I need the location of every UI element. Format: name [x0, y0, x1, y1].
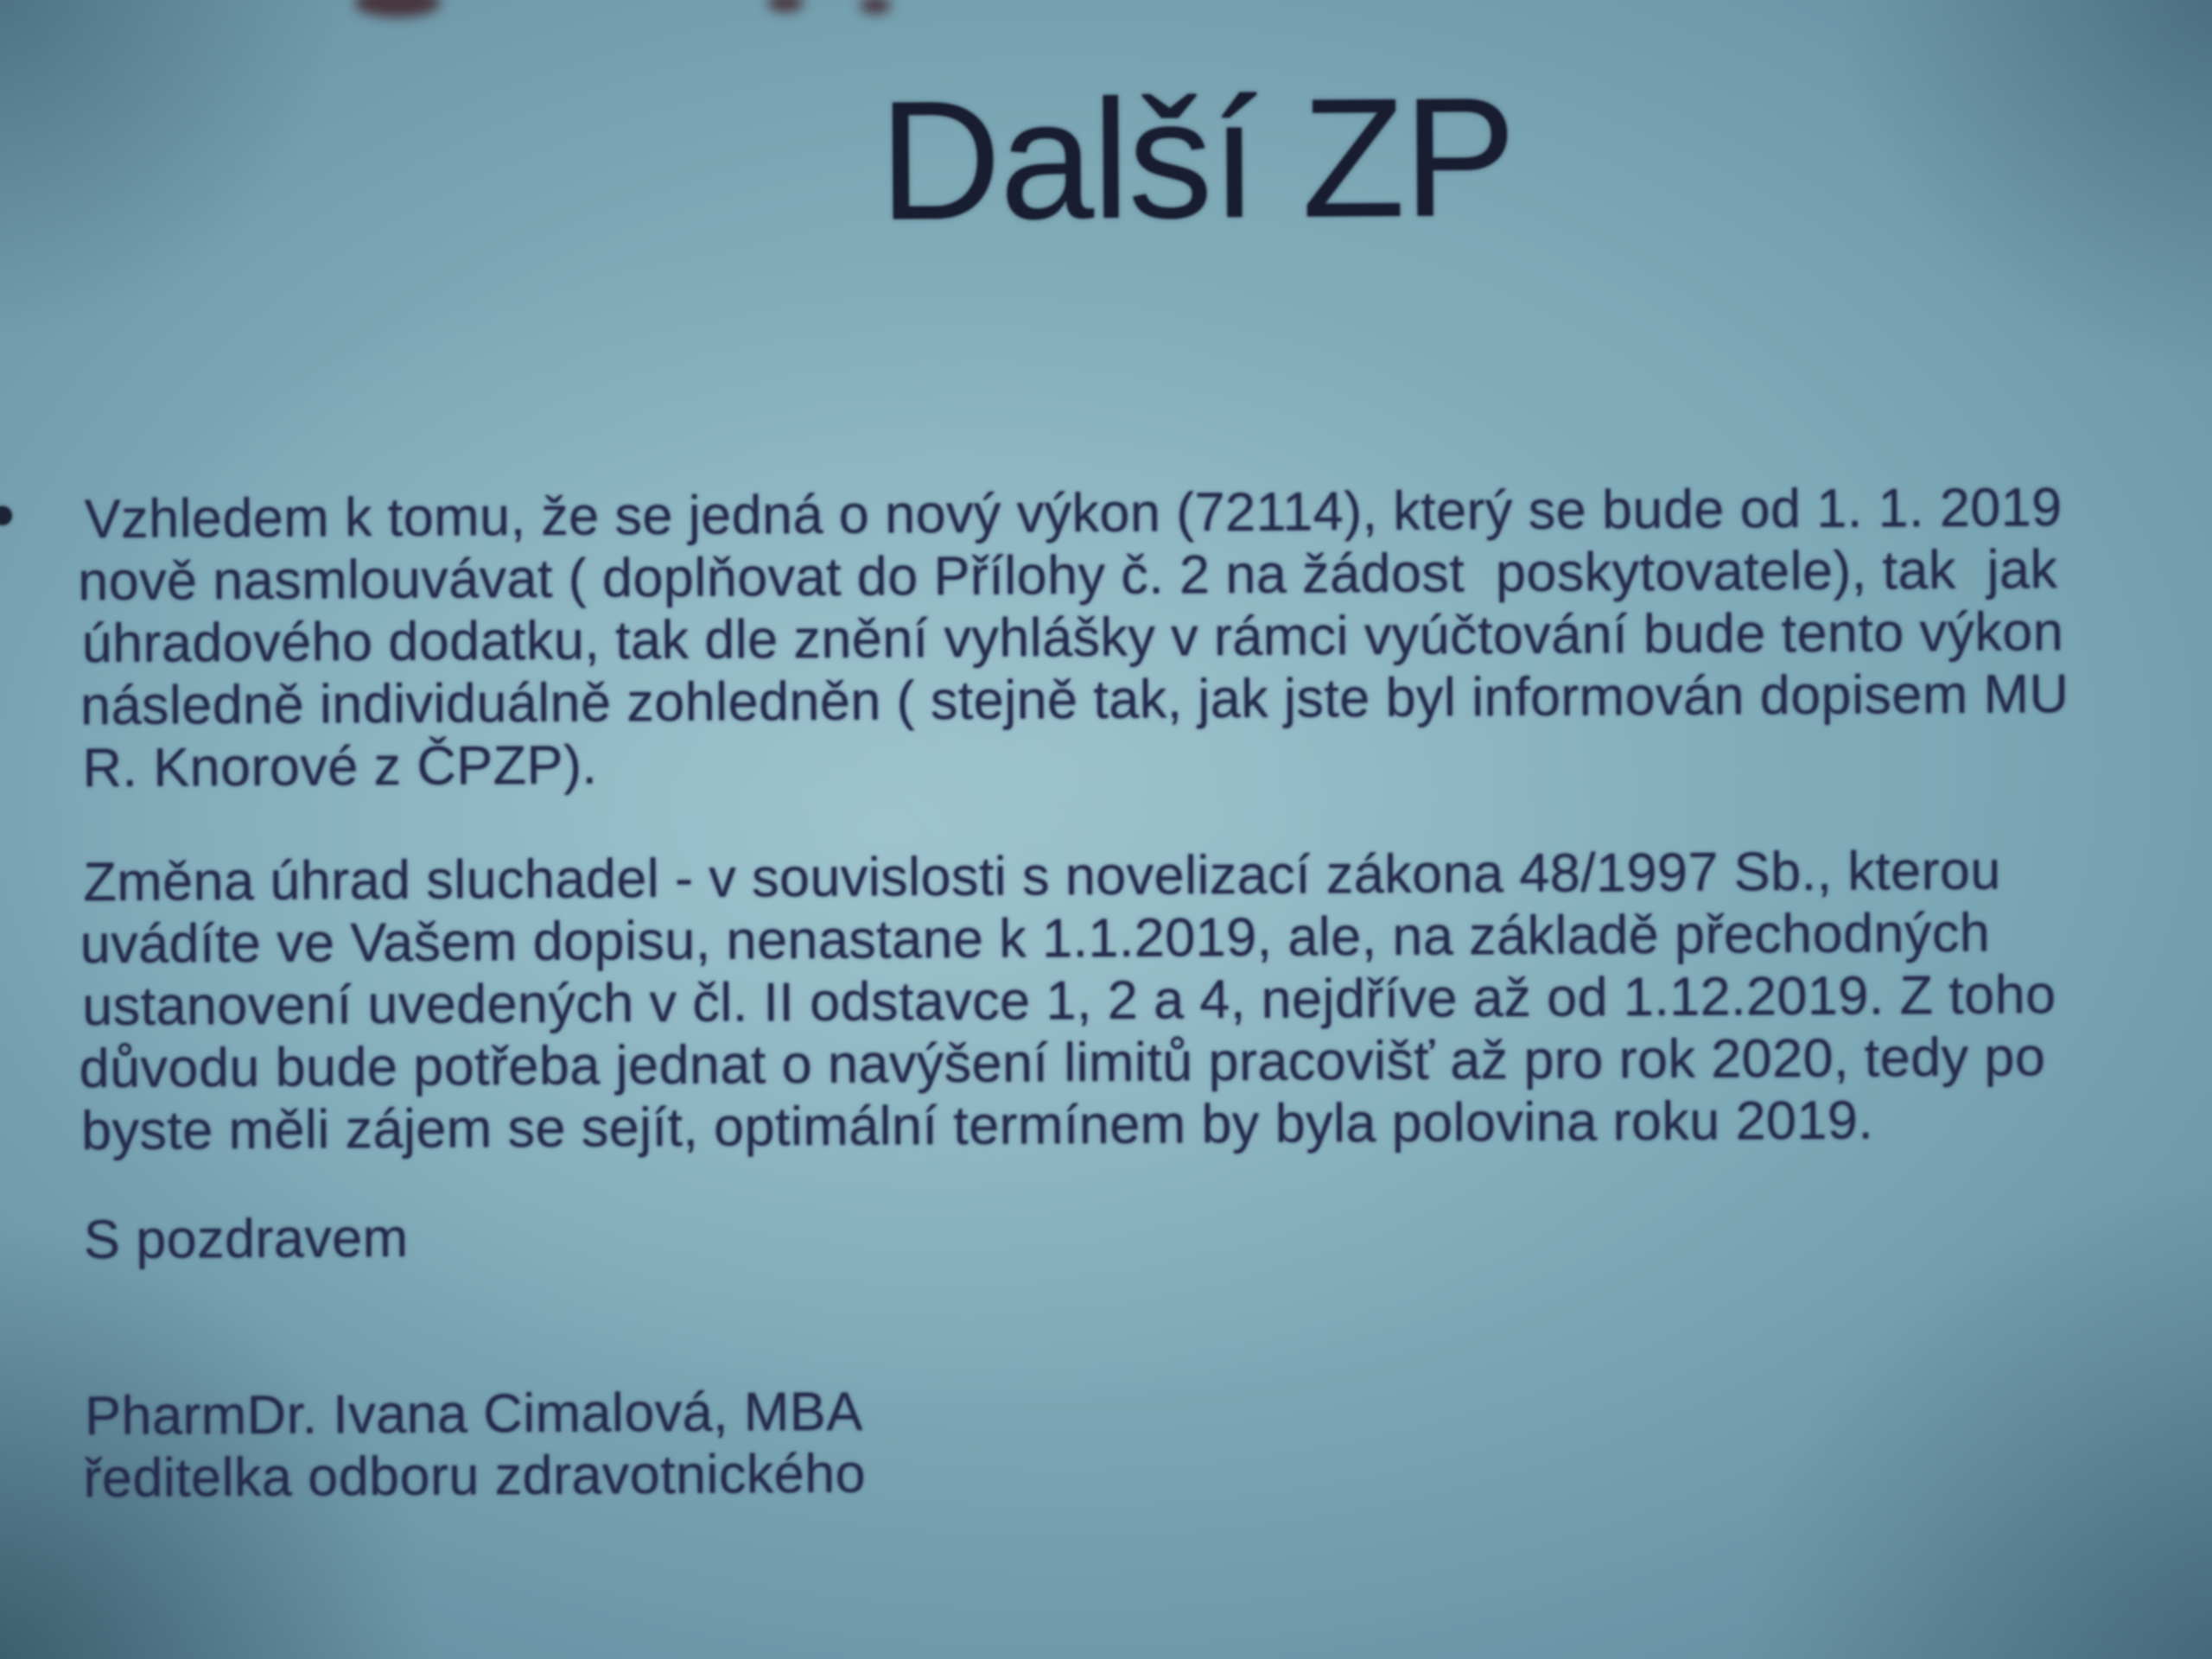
- bullet-paragraph-line: úhradového dodatku, tak dle znění vyhlášky v rámci vyúčtování bude tento výkon: [81, 601, 2064, 675]
- paragraph-line: uvádíte ve Vašem dopisu, nenastane k 1.1.2019, ale, na základě přechodných: [79, 902, 1991, 976]
- slide-title: Další ZP: [878, 62, 1516, 256]
- paragraph-line: Změna úhrad sluchadel - v souvislosti s novelizací zákona 48/1997 Sb., kterou: [83, 840, 2002, 913]
- paragraph-line: ustanovení uvedených v čl. II odstavce 1, 2 a 4, nejdříve až od 1.12.2019. Z toho: [82, 964, 2056, 1038]
- bullet-paragraph-line: R. Knorové z ČPZP).: [82, 734, 598, 799]
- closing-line: S pozdravem: [83, 1207, 409, 1271]
- signature-name: PharmDr. Ivana Cimalová, MBA: [84, 1381, 863, 1447]
- bullet-paragraph-line: Vzhledem k tomu, že se jedná o nový výkon (72114), který se bude od 1. 1. 2019: [84, 477, 2063, 550]
- paragraph-line: důvodu bude potřeba jednat o navýšení limitů pracovišť až pro rok 2020, tedy po: [79, 1027, 2046, 1100]
- signature-role: ředitelka odboru zdravotnického: [83, 1443, 867, 1510]
- bullet-paragraph-line: následně individuálně zohledněn ( stejně tak, jak jste byl informován dopisem MU: [79, 664, 2069, 737]
- bullet-marker: [0, 506, 12, 525]
- bullet-paragraph-line: nově nasmlouvávat ( doplňovat do Přílohy č. 2 na žádost poskytovatele), tak jak: [78, 539, 2058, 613]
- paragraph-line: byste měli zájem se sejít, optimální termínem by byla polovina roku 2019.: [80, 1090, 1874, 1162]
